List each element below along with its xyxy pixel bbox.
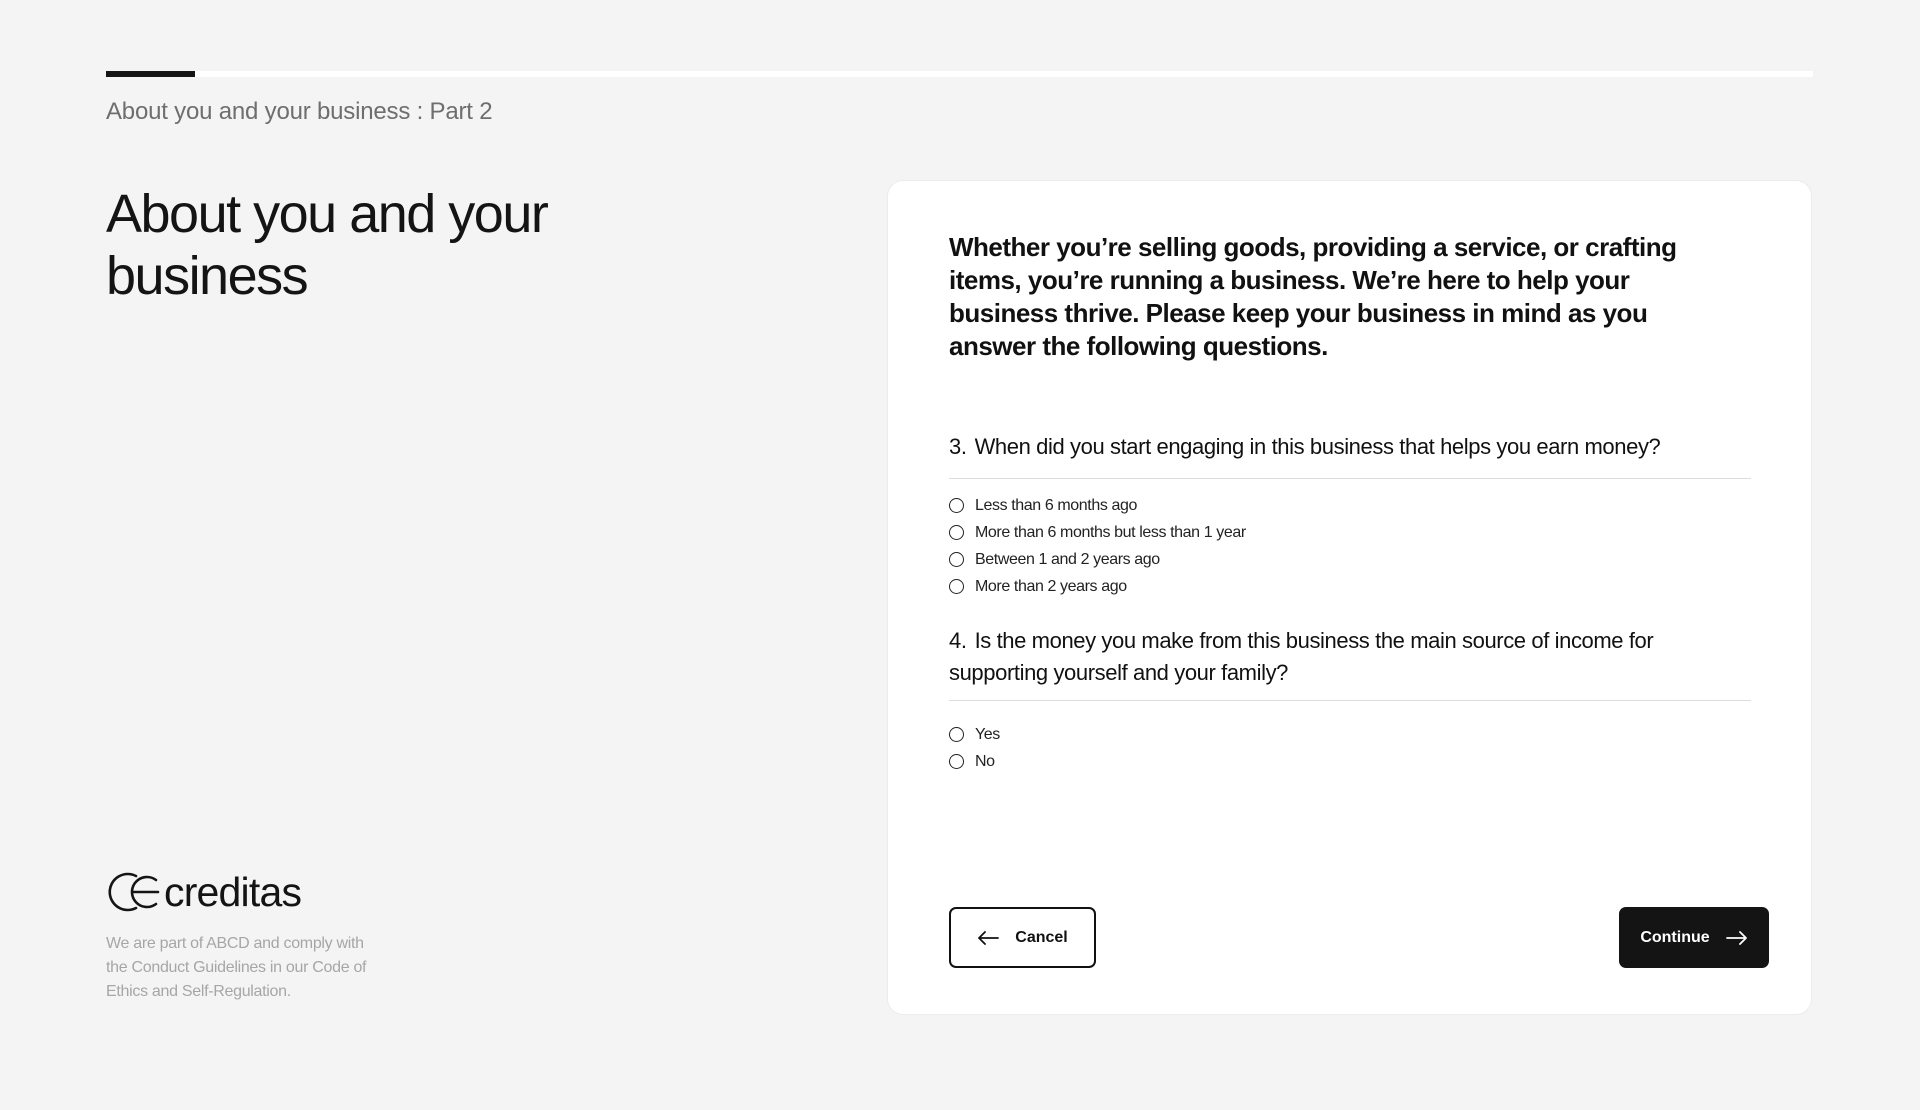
radio-option[interactable]: [949, 492, 1246, 519]
divider: [949, 700, 1751, 701]
radio-option-label: No: [975, 752, 995, 770]
radio-button[interactable]: [949, 552, 964, 567]
radio-option-label: Less than 6 months ago: [975, 496, 1137, 514]
question-number: 4.: [949, 628, 967, 653]
progress-bar: [106, 71, 1813, 77]
page-title: About you and your business: [106, 184, 548, 306]
cancel-button[interactable]: [949, 907, 1096, 968]
radio-button[interactable]: [949, 754, 964, 769]
continue-button-label: Continue: [1640, 928, 1710, 946]
creditas-logo-icon: [106, 870, 160, 914]
radio-option-label: Yes: [975, 725, 1000, 743]
radio-option[interactable]: [949, 721, 1000, 748]
legal-text: We are part of ABCD and comply with the Conduct Guidelines in our Code of Ethics and Self-Regulation.: [106, 935, 367, 1000]
arrow-right-icon: [1726, 931, 1748, 945]
radio-button[interactable]: [949, 727, 964, 742]
question-number: 3.: [949, 434, 967, 459]
radio-option[interactable]: [949, 546, 1246, 573]
radio-option-label: More than 6 months but less than 1 year: [975, 523, 1246, 541]
question-text: Is the money you make from this business the main source of income for supporting yourself and your family?: [949, 628, 1654, 685]
radio-option[interactable]: [949, 573, 1246, 600]
radio-option[interactable]: [949, 519, 1246, 546]
question-4-options: [949, 721, 1000, 775]
cancel-button-label: Cancel: [1015, 928, 1068, 946]
radio-option-label: Between 1 and 2 years ago: [975, 550, 1160, 568]
intro-text: Whether you’re selling goods, providing a service, or crafting items, you’re running a business. We’re here to help your business thrive. Please keep your business in mind as you answer the following questions.: [949, 232, 1677, 361]
radio-button[interactable]: [949, 498, 964, 513]
questionnaire-card: [887, 180, 1812, 1015]
step-label: About you and your business : Part 2: [106, 98, 493, 125]
question-text: When did you start engaging in this business that helps you earn money?: [974, 434, 1661, 459]
brand-name: creditas: [164, 869, 302, 915]
radio-option[interactable]: [949, 748, 1000, 775]
question-3-options: [949, 492, 1246, 600]
arrow-left-icon: [977, 931, 999, 945]
continue-button[interactable]: [1619, 907, 1769, 968]
progress-bar-fill: [106, 71, 195, 77]
radio-button[interactable]: [949, 525, 964, 540]
question-4: [949, 625, 1754, 689]
radio-button[interactable]: [949, 579, 964, 594]
divider: [949, 478, 1751, 479]
question-3: [949, 431, 1754, 463]
brand: [106, 870, 301, 914]
radio-option-label: More than 2 years ago: [975, 577, 1127, 595]
